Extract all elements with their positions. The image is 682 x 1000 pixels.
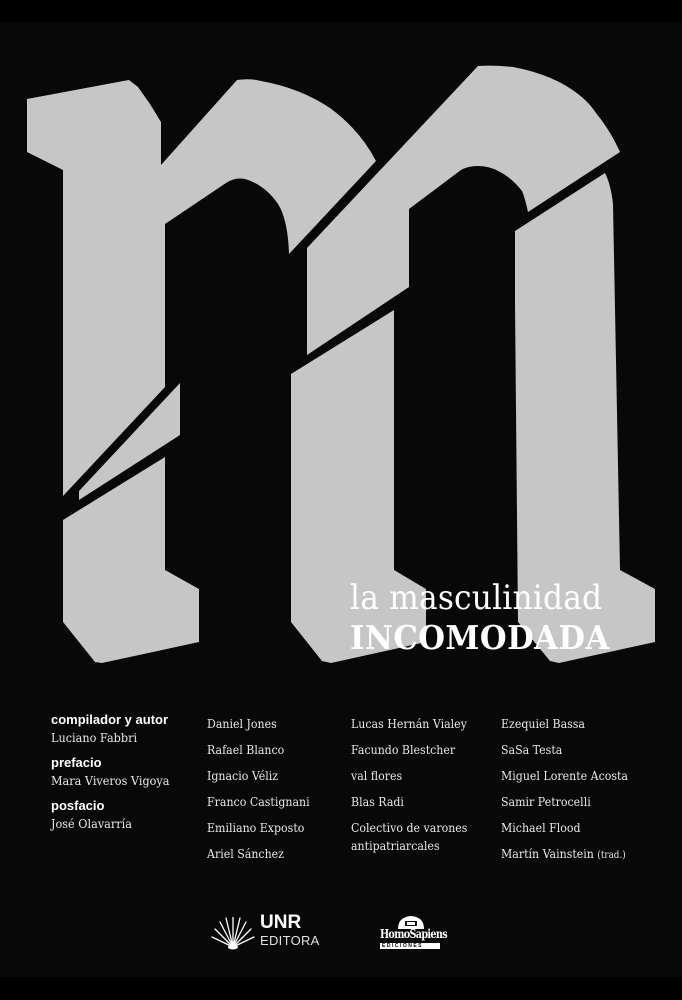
author-name: SaSa Testa bbox=[501, 742, 563, 757]
author-name: Franco Castignani bbox=[207, 794, 310, 809]
authors-column-2 bbox=[351, 715, 521, 863]
publisher-logos bbox=[0, 913, 682, 953]
roles-column bbox=[51, 712, 201, 841]
author-name: Rafael Blanco bbox=[207, 742, 285, 757]
role-name: José Olavarría bbox=[51, 816, 132, 831]
translator-name: Martín Vainstein bbox=[501, 846, 594, 861]
role-label: prefacio bbox=[51, 755, 102, 770]
author-name: Colectivo de varones antipatriarcales bbox=[351, 820, 468, 853]
homosapiens-subtitle: EDICIONES bbox=[380, 943, 440, 949]
author-name: Daniel Jones bbox=[207, 716, 277, 731]
translator-note: (trad.) bbox=[597, 850, 626, 861]
author-name: Miguel Lorente Acosta bbox=[501, 768, 628, 783]
author-name: Blas Radi bbox=[351, 794, 404, 809]
role-label: posfacio bbox=[51, 798, 105, 813]
title-line-1: la masculinidad bbox=[350, 578, 603, 618]
translator bbox=[501, 845, 628, 871]
author-name: Ariel Sánchez bbox=[207, 846, 284, 861]
author-name: Ignacio Véliz bbox=[207, 768, 279, 783]
role-label: compilador y autor bbox=[51, 712, 169, 727]
role-name: Mara Viveros Vigoya bbox=[51, 773, 170, 788]
role-name: Luciano Fabbri bbox=[51, 730, 138, 745]
homosapiens-wordmark: HomoSapiens bbox=[380, 927, 447, 941]
title-line-2: INCOMODADA bbox=[350, 618, 610, 657]
author-name: Lucas Hernán Vialey bbox=[351, 716, 467, 731]
author-name: Ezequiel Bassa bbox=[501, 716, 585, 731]
author-name: Emiliano Exposto bbox=[207, 820, 305, 835]
author-name: val flores bbox=[351, 768, 403, 783]
authors-column-3 bbox=[501, 715, 645, 871]
title-block bbox=[350, 578, 629, 658]
homosapiens-logo bbox=[380, 915, 455, 951]
unr-wordmark: UNR bbox=[260, 912, 302, 933]
author-name: Michael Flood bbox=[501, 820, 581, 835]
unr-editora-logo bbox=[210, 913, 330, 953]
authors-column-1 bbox=[207, 715, 324, 871]
author-name: Samir Petrocelli bbox=[501, 794, 591, 809]
author-name: Facundo Blestcher bbox=[351, 742, 456, 757]
unr-subtitle: EDITORA bbox=[260, 933, 320, 948]
sunburst-icon bbox=[210, 917, 256, 951]
